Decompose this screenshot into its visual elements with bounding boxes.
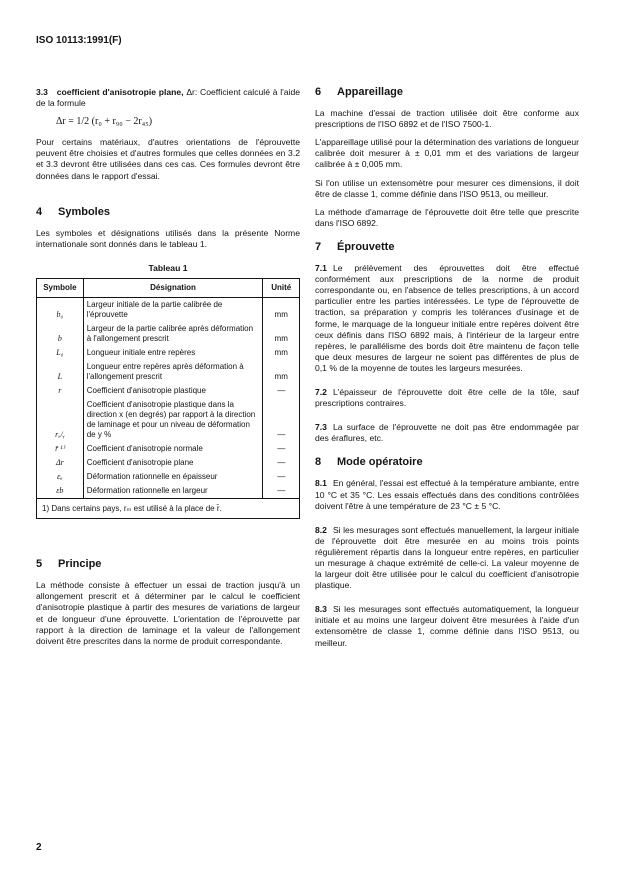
table-row [37, 442, 300, 456]
cell-designation: Longueur initiale entre repères [83, 346, 263, 360]
section-number: 8 [315, 456, 322, 469]
cell-unit: — [263, 470, 300, 484]
paragraph: La machine d'essai de traction utilisée doit être conforme aux prescriptions de l'ISO 6892 et de l'ISO 7500-1. [315, 108, 579, 130]
cell-designation: Coefficient d'anisotropie normale [83, 442, 263, 456]
clause-number: 8.3 [315, 604, 327, 615]
cell-symbol: εb [37, 484, 84, 499]
cell-symbol: Δr [37, 456, 84, 470]
cell-symbol: εₐ [37, 470, 84, 484]
section-heading-7 [315, 242, 579, 253]
cell-symbol: r [37, 384, 84, 398]
table-row [37, 360, 300, 384]
cell-designation: Déformation rationnelle en largeur [83, 484, 263, 499]
table-row [37, 346, 300, 360]
table-row [37, 470, 300, 484]
clause-3-3 [36, 87, 300, 109]
section-title: Symboles [58, 205, 110, 218]
clause-8-2 [315, 525, 579, 592]
header-unit: Unité [263, 279, 300, 298]
clause-number: 7.2 [315, 386, 327, 397]
cell-unit: — [263, 398, 300, 442]
clause-number: 8.2 [315, 524, 327, 535]
cell-symbol: L [37, 360, 84, 384]
paragraph: Pour certains matériaux, d'autres orientations de l'éprouvette peuvent être choisies et d'autres formules que celles données en 3.2 et 3.3 devront être utilisées dans ces cas. Ces formules devront être données dans le rapport d'essai. [36, 137, 300, 181]
clause-7-2 [315, 387, 579, 409]
cell-designation: Coefficient d'anisotropie plane [83, 456, 263, 470]
clause-8-1 [315, 478, 579, 511]
clause-number: 7.1 [315, 263, 327, 274]
cell-designation: Coefficient d'anisotropie plastique dans la direction x (en degrés) par rapport à la direction de laminage et pour un niveau de déformation de y % [83, 398, 263, 442]
cell-unit: — [263, 456, 300, 470]
clause-7-3 [315, 422, 579, 444]
section-title: Principe [58, 558, 102, 571]
clause-number: 8.1 [315, 478, 327, 489]
cell-designation: Coefficient d'anisotropie plastique [83, 384, 263, 398]
cell-unit: mm [263, 322, 300, 346]
clause-text: Le prélèvement des éprouvettes doit être effectué conformément aux prescriptions de la norme de produit correspondante ou, en l'absence de telles prescriptions, à un accord particulier entre les parties intéressées. Le type de l'éprouvette de traction, sa préparation y compris les tolérances d'usinage et de forme, le marquage de la longueur initiale entre repères doivent être ceux définis dans l'ISO 6892 mais, à l'intérieur de la largeur entre repères, le parallélisme des bords doit être maintenu de façon telle que deux mesures de largeur ne soient pas différentes de plus de 0,1 % de la moyenne de toutes les largeurs mesurées. [315, 263, 579, 373]
table-row [37, 398, 300, 442]
cell-designation: Longueur entre repères après déformation à l'allongement prescrit [83, 360, 263, 384]
table-row [37, 322, 300, 346]
formula: Δr = 1/2 (r₀ + r₉₀ − 2r₄₅) [56, 116, 153, 128]
section-heading-5 [36, 559, 300, 570]
section-number: 4 [36, 205, 43, 218]
cell-symbol: b [37, 322, 84, 346]
clause-text: L'épaisseur de l'éprouvette doit être celle de la tôle, sauf prescriptions contraires. [315, 386, 579, 409]
term: coefficient d'anisotropie plane, [56, 87, 184, 97]
section-heading-8 [315, 457, 579, 468]
section-heading-6 [315, 87, 579, 98]
cell-unit: mm [263, 346, 300, 360]
cell-unit: mm [263, 298, 300, 323]
clause-text: La surface de l'éprouvette ne doit pas être endommagée par des éraflures, etc. [315, 422, 579, 444]
table-row [37, 456, 300, 470]
section-heading-4 [36, 207, 300, 218]
term-symbol: Δr: [186, 87, 198, 97]
section-title: Éprouvette [337, 240, 395, 253]
page-number: 2 [36, 842, 42, 853]
section-title: Mode opératoire [337, 456, 423, 469]
section-number: 7 [315, 240, 322, 253]
section-number: 6 [315, 86, 322, 98]
symbols-table [36, 278, 300, 499]
paragraph: La méthode d'amarrage de l'éprouvette doit être telle que prescrite dans l'ISO 6892. [315, 206, 579, 228]
header-symbol: Symbole [37, 279, 84, 298]
section-title: Appareillage [337, 86, 404, 98]
table-header-row [37, 279, 300, 298]
table-title: Tableau 1 [148, 262, 188, 273]
clause-text: Coefficient calculé à l'aide de la formule [36, 87, 301, 109]
paragraph: Les symboles et désignations utilisés dans la présente Norme internationale sont donnés dans le tableau 1. [36, 227, 300, 249]
cell-designation: Largeur initiale de la partie calibrée de l'éprouvette [83, 298, 263, 323]
cell-symbol: rₓ/ᵧ [37, 398, 84, 442]
section-number: 5 [36, 558, 43, 571]
document-code: ISO 10113:1991(F) [36, 35, 122, 46]
cell-symbol: r̄ ¹⁾ [37, 442, 84, 456]
cell-symbol: b₀ [37, 298, 84, 323]
table-row [37, 484, 300, 499]
right-column [315, 87, 579, 656]
table-footnote: 1) Dans certains pays, rₘ est utilisé à la place de r̄. [36, 499, 300, 519]
cell-designation: Largeur de la partie calibrée après déformation à l'allongement prescrit [83, 322, 263, 346]
paragraph: L'appareillage utilisé pour la détermination des variations de longueur calibrée doit mesurer à ± 0,01 mm et des variations de largeur calibrée à ± 0,005 mm. [315, 137, 579, 170]
clause-number: 7.3 [315, 422, 327, 433]
cell-designation: Déformation rationnelle en épaisseur [83, 470, 263, 484]
clause-text: Si les mesurages sont effectués automatiquement, la longueur initiale et au moins une largeur doivent être mesurées à l'aide d'un extensomètre de classe 1, comme définie dans l'ISO 9513, ou meilleur. [315, 604, 579, 648]
table-row [37, 384, 300, 398]
clause-text: En général, l'essai est effectué à la température ambiante, entre 10 °C et 35 °C. Les essais effectués dans des conditions contrôlées doivent l'être à une température de 23 °C ± 5 °C. [315, 478, 579, 511]
left-column [36, 87, 300, 654]
cell-unit: mm [263, 360, 300, 384]
paragraph: La méthode consiste à effectuer un essai de traction jusqu'à un allongement prescrit et à déterminer par le calcul le coefficient d'anisotropie plastique à partir des mesures de variations de largeur et de longueur d'une éprouvette. L'orientation de l'éprouvette par rapport à la direction de laminage et la valeur de l'allongement doivent être prescrites dans la norme de produit correspondante. [36, 580, 300, 646]
clause-number: 3.3 [36, 87, 48, 97]
cell-unit: — [263, 442, 300, 456]
cell-unit: — [263, 384, 300, 398]
cell-unit: — [263, 484, 300, 499]
cell-symbol: L₀ [37, 346, 84, 360]
clause-7-1 [315, 263, 579, 374]
clause-text: Si les mesurages sont effectués manuellement, la largeur initiale de l'éprouvette doit être mesurée en au moins trois points régulièrement répartis dans la longueur entre repères, en particulier un mesurage à chaque extrémité de celle-ci. La valeur moyenne de la largeur doit être utilisée pour le calcul du coefficient d'anisotropie plastique. [315, 524, 579, 591]
clause-8-3 [315, 604, 579, 648]
header-designation: Désignation [83, 279, 263, 298]
paragraph: Si l'on utilise un extensomètre pour mesurer ces dimensions, il doit être de classe 1, comme définie dans l'ISO 9513, ou meilleur. [315, 177, 579, 199]
table-row [37, 298, 300, 323]
